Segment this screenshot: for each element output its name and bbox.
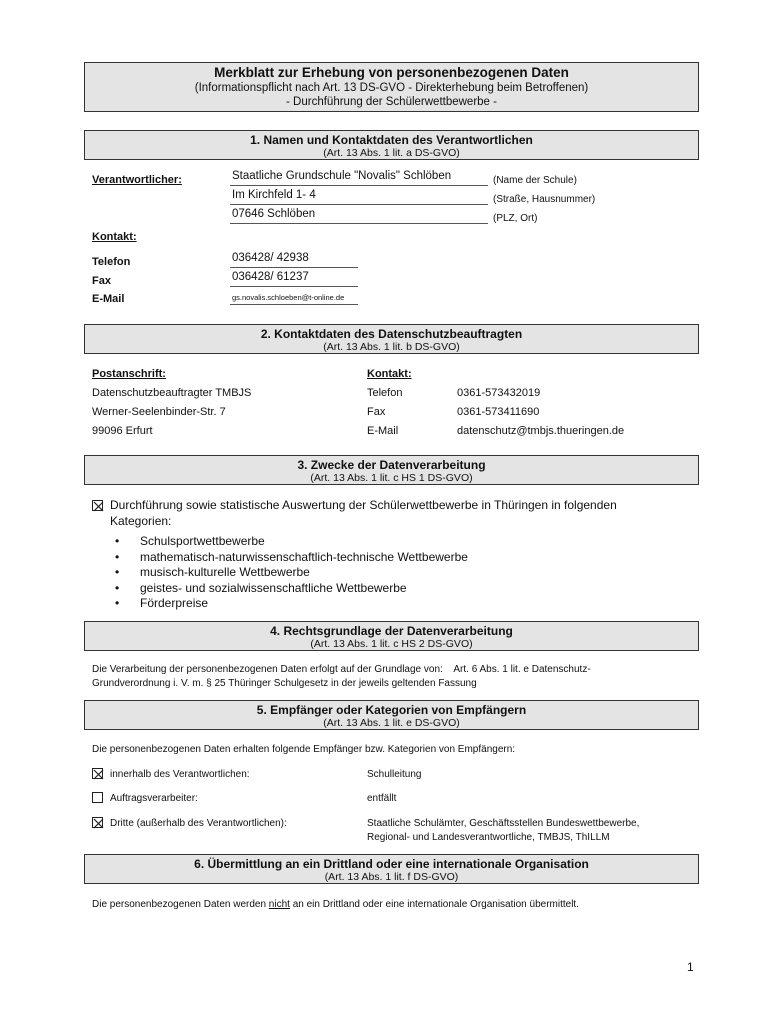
third-country-text-start: Die personenbezogenen Daten werden — [92, 899, 269, 910]
dpo-phone-label: Telefon — [367, 387, 403, 399]
postal-label: Postanschrift: — [92, 368, 166, 380]
dpo-email-label: E-Mail — [367, 425, 399, 437]
checkmark-x-icon — [93, 501, 104, 512]
section-5-header — [84, 700, 699, 730]
purpose-text-cont: Kategorien: — [110, 514, 172, 528]
section-6-ref: (Art. 13 Abs. 1 lit. f DS-GVO) — [324, 871, 459, 883]
responsible-label: Verantwortlicher: — [92, 174, 182, 186]
list-item: • geistes- und sozialwissenschaftliche Wettbewerbe — [110, 581, 468, 597]
street-underline — [230, 204, 488, 205]
school-name-hint: (Name der Schule) — [493, 175, 577, 186]
third-party-value: Staatliche Schulämter, Geschäftsstellen Bundeswettbewerbe, — [367, 818, 640, 829]
third-country-emphasis: nicht — [268, 899, 290, 910]
city-hint: (PLZ, Ort) — [493, 213, 538, 224]
school-name-field: Staatliche Grundschule "Novalis" Schlöben — [232, 170, 452, 182]
third-country-text-end: an ein Drittland oder eine internationale Organisation übermittelt. — [289, 899, 579, 910]
processor-checkbox[interactable] — [92, 792, 103, 803]
fax-label: Fax — [92, 275, 111, 287]
internal-recipient-label: innerhalb des Verantwortlichen: — [110, 769, 250, 780]
internal-recipient-checkbox[interactable] — [92, 768, 103, 779]
third-country-text — [92, 899, 579, 910]
dpo-fax-value: 0361-573411690 — [457, 406, 540, 418]
section-5-title: 5. Empfänger oder Kategorien von Empfängern — [256, 703, 527, 717]
section-1-header — [84, 130, 699, 160]
section-2-title: 2. Kontaktdaten des Datenschutzbeauftragten — [260, 327, 523, 341]
purpose-text: Durchführung sowie statistische Auswertung der Schülerwettbewerbe in Thüringen in folgenden — [110, 498, 617, 512]
processor-label: Auftragsverarbeiter: — [110, 793, 198, 804]
section-6-title: 6. Übermittlung an ein Drittland oder eine internationale Organisation — [194, 857, 589, 871]
section-1-ref: (Art. 13 Abs. 1 lit. a DS-GVO) — [323, 147, 460, 159]
fax-field: 036428/ 61237 — [232, 271, 309, 283]
third-party-label: Dritte (außerhalb des Verantwortlichen): — [110, 818, 287, 829]
section-2-header — [84, 324, 699, 354]
section-2-ref: (Art. 13 Abs. 1 lit. b DS-GVO) — [323, 341, 460, 353]
email-underline — [230, 304, 358, 305]
postal-line: 99096 Erfurt — [92, 425, 153, 437]
street-field: Im Kirchfeld 1- 4 — [232, 189, 316, 201]
document-subtitle-2: - Durchführung der Schülerwettbewerbe - — [286, 96, 497, 108]
street-hint: (Straße, Hausnummer) — [493, 194, 596, 205]
checkmark-x-icon — [93, 769, 104, 780]
postal-line: Werner-Seelenbinder-Str. 7 — [92, 406, 226, 418]
section-4-ref: (Art. 13 Abs. 1 lit. c HS 2 DS-GVO) — [310, 638, 473, 650]
section-5-ref: (Art. 13 Abs. 1 lit. e DS-GVO) — [323, 717, 460, 729]
legal-basis-text: Die Verarbeitung der personenbezogenen Daten erfolgt auf der Grundlage von: Art. 6 Abs. 1 lit. e Datenschutz- — [92, 664, 591, 675]
third-party-value-cont: Regional- und Landesverantwortliche, TMBJS, ThILLM — [367, 832, 610, 843]
purpose-checkbox[interactable] — [92, 500, 103, 511]
list-item: • Schulsportwettbewerbe — [110, 534, 468, 550]
recipients-intro: Die personenbezogenen Daten erhalten folgende Empfänger bzw. Kategorien von Empfängern: — [92, 744, 516, 755]
legal-basis-text-cont: Grundverordnung i. V. m. § 25 Thüringer Schulgesetz in der jeweils geltenden Fassung — [92, 678, 477, 689]
city-field: 07646 Schlöben — [232, 208, 316, 220]
section-4-title: 4. Rechtsgrundlage der Datenverarbeitung — [270, 624, 513, 638]
email-label: E-Mail — [92, 293, 125, 305]
postal-line: Datenschutzbeauftragter TMBJS — [92, 387, 252, 399]
document-header — [84, 62, 699, 112]
city-underline — [230, 223, 488, 224]
checkmark-x-icon — [93, 818, 104, 829]
list-item: • mathematisch-naturwissenschaftlich-technische Wettbewerbe — [110, 550, 468, 566]
internal-recipient-value: Schulleitung — [367, 769, 422, 780]
page-number: 1 — [687, 960, 694, 974]
section-6-header — [84, 854, 699, 884]
section-3-title: 3. Zwecke der Datenverarbeitung — [297, 458, 486, 472]
phone-field: 036428/ 42938 — [232, 252, 309, 264]
phone-underline — [230, 267, 358, 268]
processor-value: entfällt — [367, 793, 397, 804]
document-title: Merkblatt zur Erhebung von personenbezogenen Daten — [214, 65, 569, 80]
section-3-header — [84, 455, 699, 485]
section-4-header — [84, 621, 699, 651]
third-party-checkbox[interactable] — [92, 817, 103, 828]
school-name-underline — [230, 185, 488, 186]
list-item: • Förderpreise — [110, 596, 468, 612]
category-list — [110, 534, 468, 612]
dpo-contact-label: Kontakt: — [367, 368, 412, 380]
document-subtitle: (Informationspflicht nach Art. 13 DS-GVO - Direkterhebung beim Betroffenen) — [194, 82, 589, 94]
phone-label: Telefon — [92, 256, 131, 268]
section-3-ref: (Art. 13 Abs. 1 lit. c HS 1 DS-GVO) — [310, 472, 473, 484]
list-item: • musisch-kulturelle Wettbewerbe — [110, 565, 468, 581]
dpo-email-value: datenschutz@tmbjs.thueringen.de — [457, 425, 625, 437]
contact-label: Kontakt: — [92, 231, 137, 243]
fax-underline — [230, 286, 358, 287]
section-1-title: 1. Namen und Kontaktdaten des Verantwortlichen — [250, 133, 533, 147]
email-field: gs.novalis.schloeben@t-online.de — [232, 293, 345, 302]
dpo-fax-label: Fax — [367, 406, 386, 418]
dpo-phone-value: 0361-573432019 — [457, 387, 541, 399]
